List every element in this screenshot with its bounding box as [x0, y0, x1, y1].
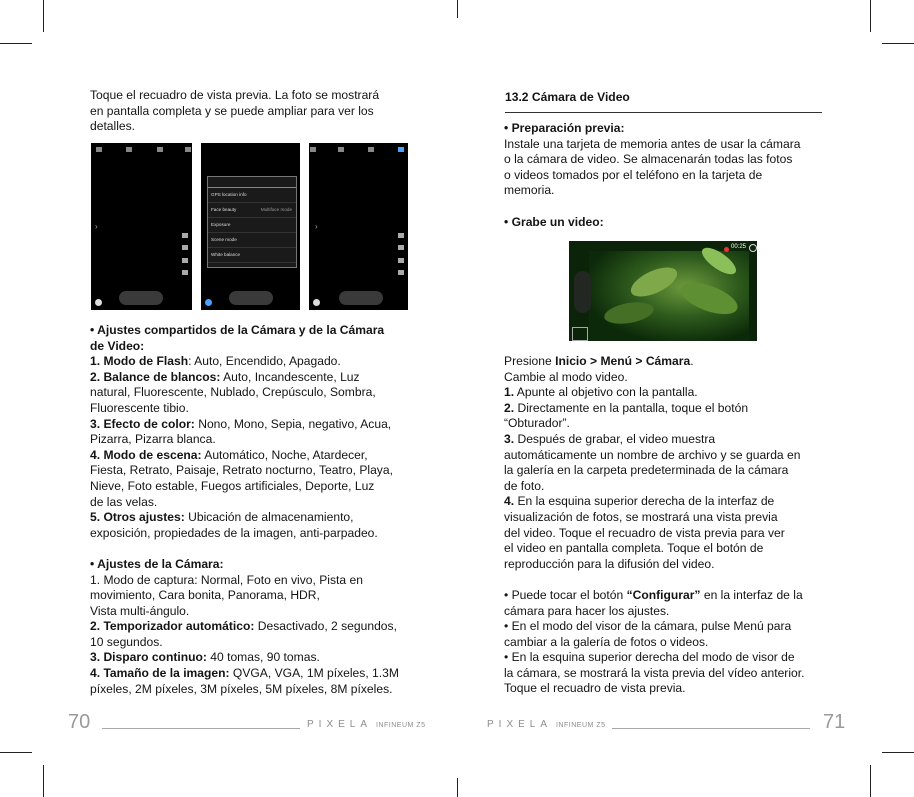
- video-preview-image: [569, 241, 757, 341]
- left-body: • Ajustes compartidos de la Cámara y de la Cámara de Video: 1. Modo de Flash: Auto, Encendido, Apagado. 2. Balance de blancos: Auto, Incandescente, Luz natural, Fluorescente, Nublado, Crepúsculo, Sombra, Fluorescente tibio. 3. Efecto de color: Nono, Mono, Sepia, negativo, Acua, Pizarra, Pizarra blanca. 4. Modo de escena: Automático, Noche, Atardecer, Fiesta, Retrato, Paisaje, Retrato nocturno, Teatro, Playa, Nieve, Foto estable, Fuegos artificiales, Deporte, Luz de las velas. 5. Otros ajustes: Ubicación de almacenamiento, exposición, propiedades de la imagen, anti-parpadeo. • Ajustes de la Cámara: 1. Modo de captura: Normal, Foto en vivo, Pista en movimiento, Cara bonita, Panorama, HDR, Vista multi-ángulo. 2. Temporizador automático: Desactivado, 2 segundos, 10 segundos. 3. Disparo continuo: 40 tomas, 90 tomas. 4. Tamaño de la imagen: QVGA, VGA, 1M píxeles, 1.3M píxeles, 2M píxeles, 3M píxeles, 5M píxeles, 8M píxeles.: [90, 323, 399, 696]
- gear-icon: [205, 299, 212, 306]
- gear-icon: [95, 299, 102, 306]
- crop-mark: [882, 43, 914, 44]
- menu-row: GPS location info: [208, 188, 296, 203]
- camera-screenshot-1: ›: [91, 143, 192, 310]
- crop-mark: [457, 778, 458, 797]
- record-indicator-icon: [724, 247, 729, 252]
- crop-mark: [0, 43, 32, 44]
- crop-mark: [457, 0, 458, 18]
- left-intro: Toque el recuadro de vista previa. La foto se mostrará en pantalla completa y se puede ampliar para ver los detalles.: [90, 88, 380, 134]
- menu-row: White balance: [208, 248, 296, 263]
- recording-timer: 00:25: [731, 244, 747, 250]
- crop-mark: [870, 765, 871, 797]
- stop-icon[interactable]: [749, 244, 757, 252]
- menu-row: Scene mode: [208, 233, 296, 248]
- brand-logo: PIXELA INFINEUM Z5: [487, 719, 606, 730]
- page-number: 71: [823, 711, 846, 733]
- crop-mark: [43, 0, 44, 32]
- gear-icon: [313, 299, 320, 306]
- camera-screenshot-2: [201, 143, 300, 310]
- mode-toggle: [119, 291, 163, 305]
- mode-toggle: [229, 291, 273, 305]
- camera-screenshot-3: ›: [309, 143, 408, 310]
- footer-rule: [612, 728, 810, 729]
- page-number: 70: [68, 711, 91, 733]
- brand-logo: PIXELA INFINEUM Z5: [307, 719, 426, 730]
- crop-mark: [870, 0, 871, 32]
- gallery-thumbnail[interactable]: [572, 327, 588, 341]
- crop-mark: [0, 752, 32, 753]
- crop-mark: [882, 752, 914, 753]
- menu-row: Exposure: [208, 218, 296, 233]
- right-prep: • Preparación previa: Instale una tarjeta de memoria antes de usar la cámara o la cámara de video. Se almacenarán todas las fotos o videos tomados por el teléfono en la tarjeta de memoria. • Grabe un video:: [504, 121, 801, 229]
- menu-row: Face beauty Multiface mode: [208, 203, 296, 218]
- footer-rule: [102, 728, 300, 729]
- settings-menu: [207, 176, 297, 268]
- side-controls: [574, 271, 591, 313]
- crop-mark: [43, 765, 44, 797]
- section-title: 13.2 Cámara de Video: [505, 90, 630, 104]
- right-body: Presione Inicio > Menú > Cámara. Cambie al modo video. 1. Apunte al objetivo con la pantalla. 2. Directamente en la pantalla, toque el botón “Obturador”. 3. Después de grabar, el video muestra automáticamente un nombre de archivo y se guarda en la galería en la carpeta predeterminada de la cámara de foto. 4. En la esquina superior derecha de la interfaz de visualización de fotos, se mostrará una vista previa del video. Toque el recuadro de vista previa para ver el video en pantalla completa. Toque el botón de reproducción para la difusión del video. • Puede tocar el botón “Configurar” en la interfaz de la cámara para hacer los ajustes. • En el modo del visor de la cámara, pulse Menú para cambiar a la galería de fotos o videos. • En la esquina superior derecha del modo de visor de la cámara, se mostrará la vista previa del vídeo anterior. Toque el recuadro de vista previa.: [504, 354, 805, 696]
- mode-toggle: [339, 291, 383, 305]
- title-rule: [505, 112, 822, 113]
